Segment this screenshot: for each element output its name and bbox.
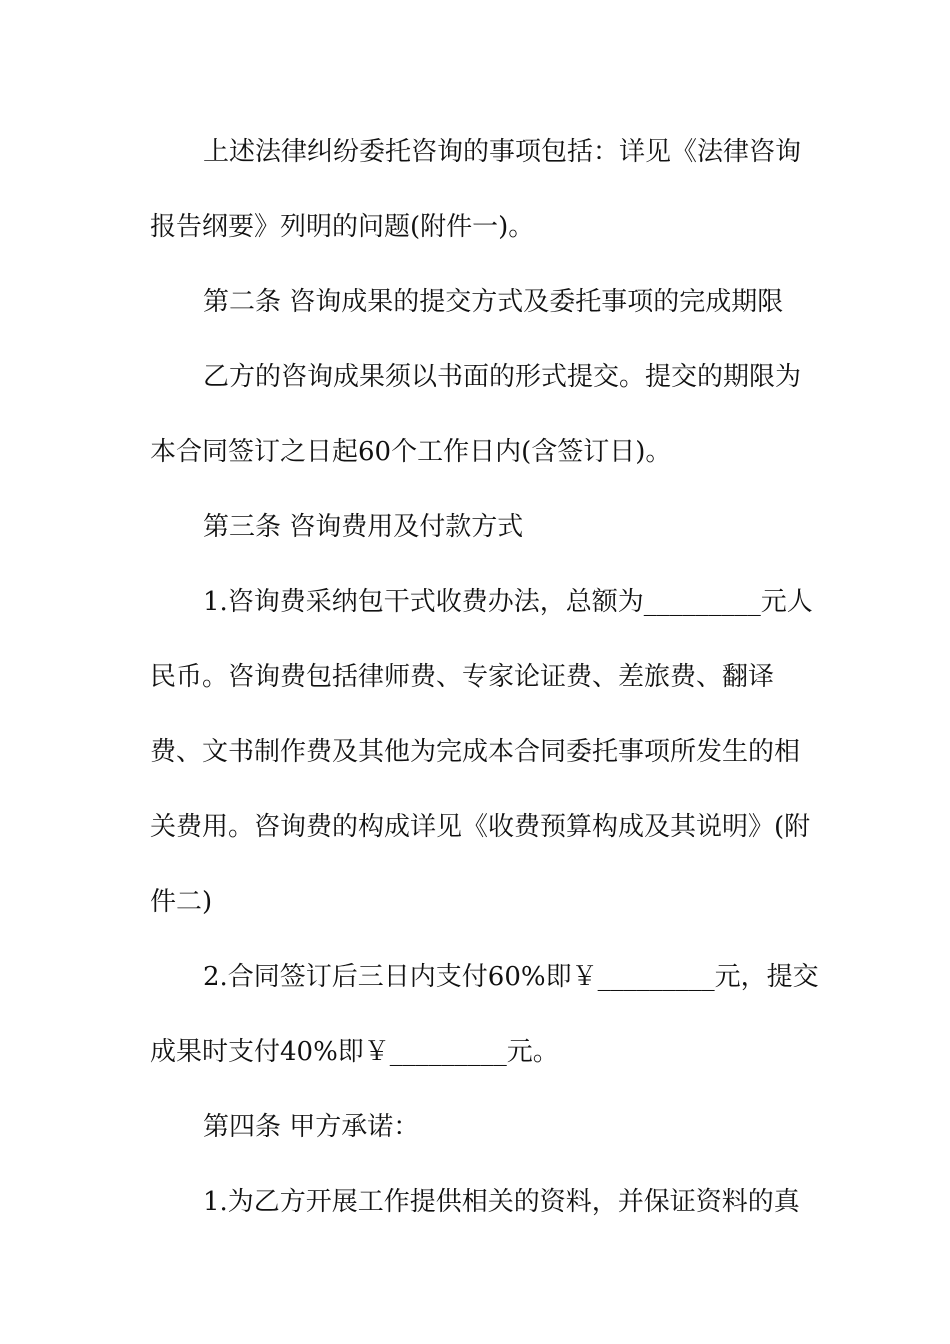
paragraph-line: 上述法律纠纷委托咨询的事项包括：详见《法律咨询 <box>203 137 802 167</box>
paragraph-line: 件二) <box>150 887 213 917</box>
paragraph-line: 1.咨询费采纳包干式收费办法，总额为_________元人 <box>203 587 813 617</box>
paragraph-line: 2.合同签订后三日内支付60%即￥_________元，提交 <box>203 962 819 992</box>
paragraph-line: 关费用。咨询费的构成详见《收费预算构成及其说明》(附 <box>150 812 811 842</box>
paragraph-line: 费、文书制作费及其他为完成本合同委托事项所发生的相 <box>150 737 801 767</box>
section-heading: 第二条 咨询成果的提交方式及委托事项的完成期限 <box>203 287 784 317</box>
paragraph-line: 民币。咨询费包括律师费、专家论证费、差旅费、翻译 <box>150 662 775 692</box>
paragraph-line: 乙方的咨询成果须以书面的形式提交。提交的期限为 <box>203 362 802 392</box>
paragraph-line: 报告纲要》列明的问题(附件一)。 <box>150 212 535 242</box>
section-heading: 第三条 咨询费用及付款方式 <box>203 512 524 542</box>
section-heading: 第四条 甲方承诺： <box>203 1112 420 1142</box>
paragraph-line: 成果时支付40%即￥_________元。 <box>150 1037 559 1067</box>
paragraph-line: 1.为乙方开展工作提供相关的资料，并保证资料的真 <box>203 1187 800 1217</box>
paragraph-line: 本合同签订之日起60个工作日内(含签订日)。 <box>150 437 672 467</box>
